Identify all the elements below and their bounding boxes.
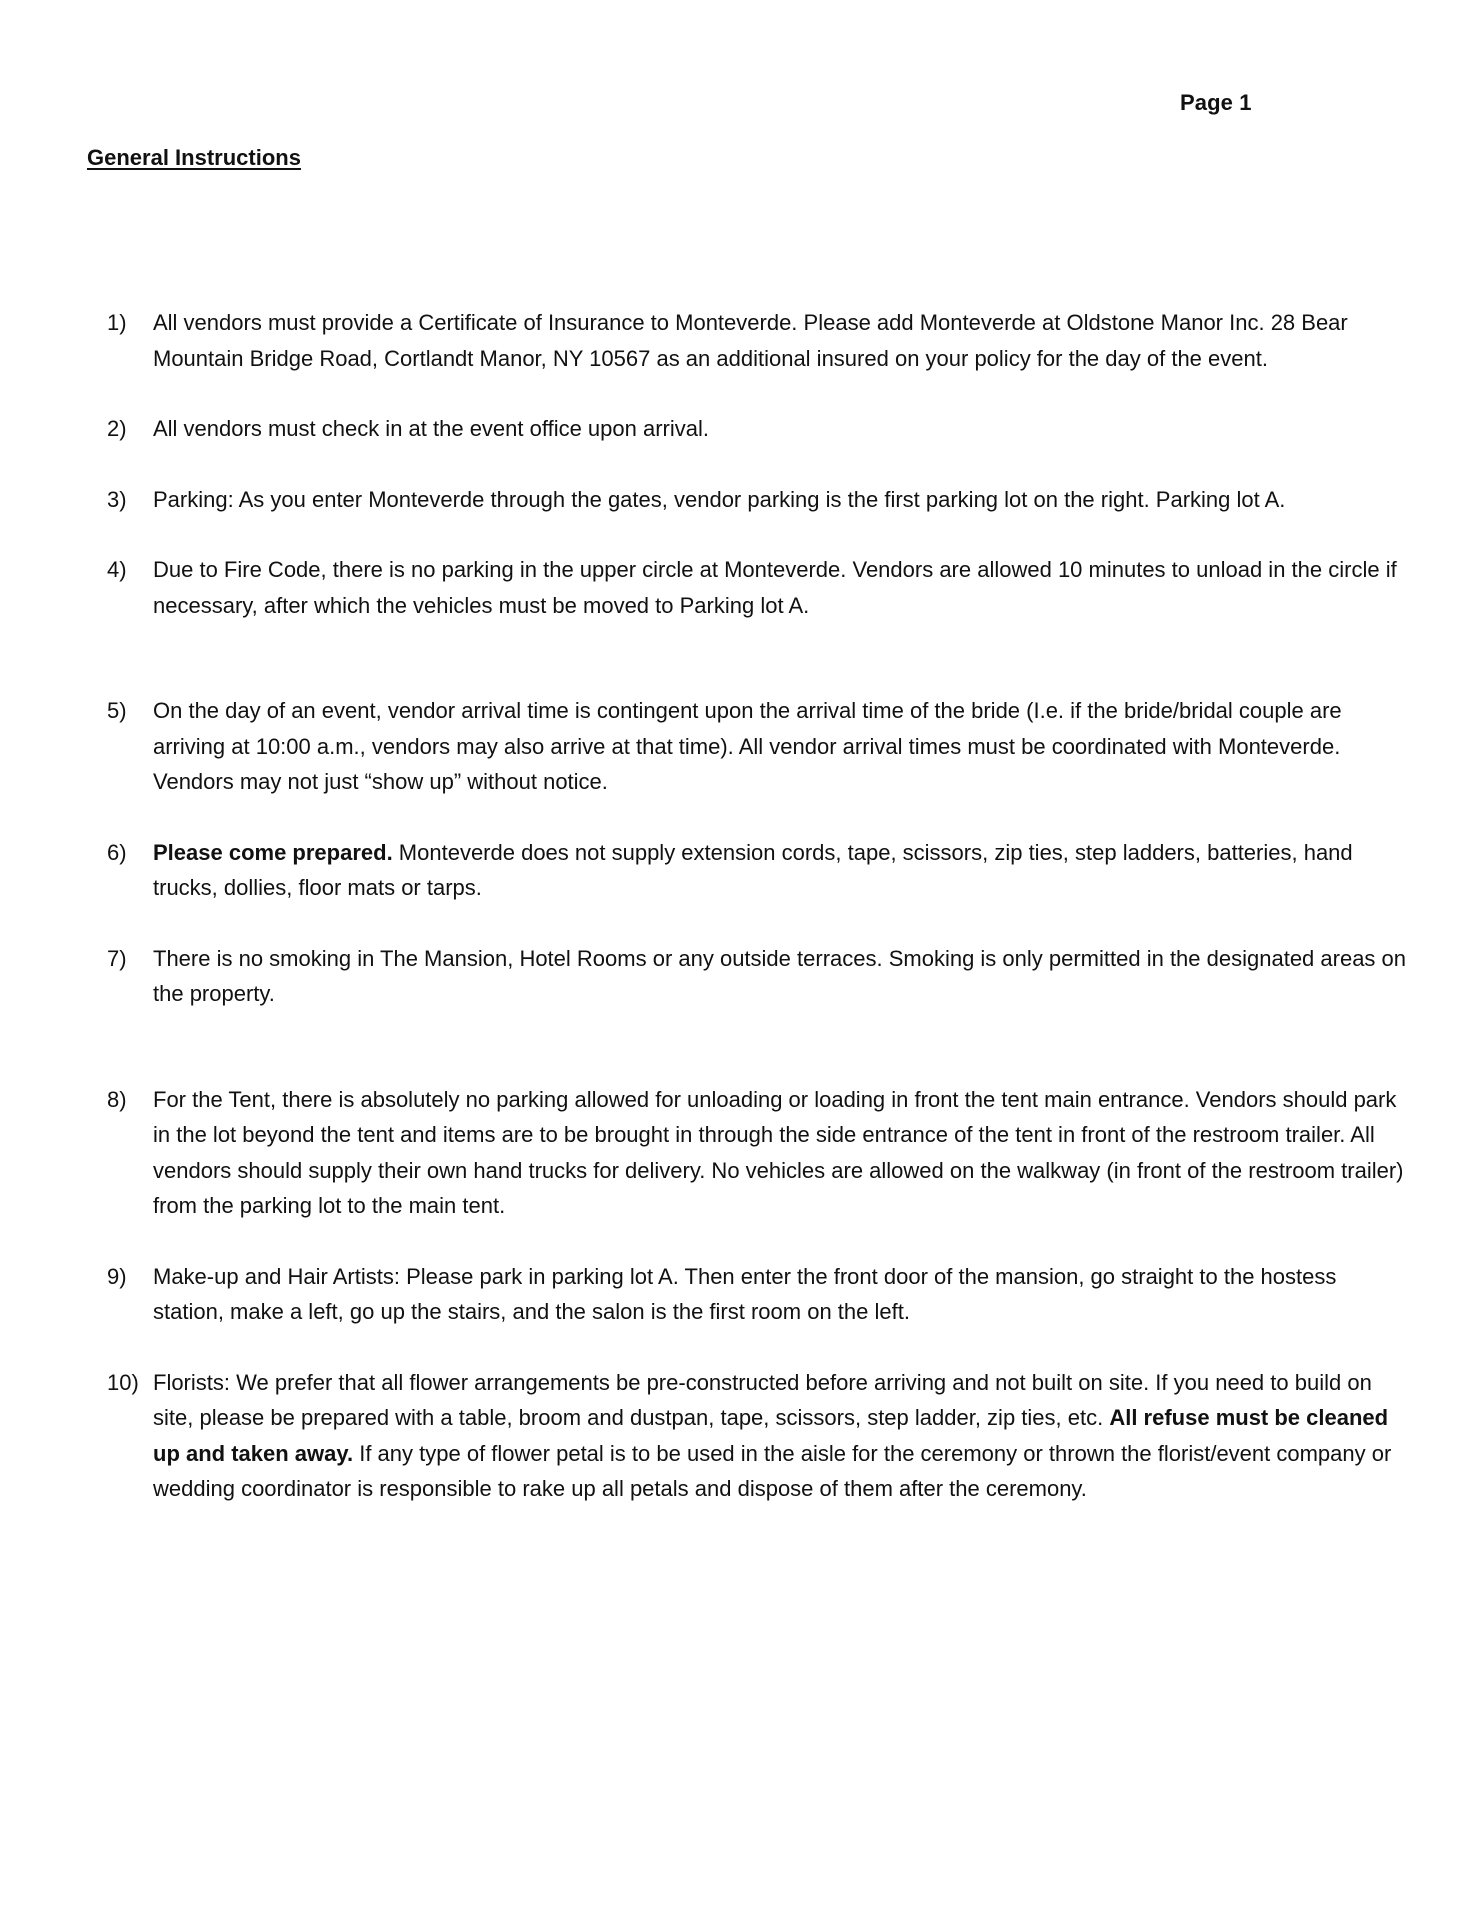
item-text	[153, 835, 1407, 906]
instruction-item-8	[107, 1082, 1407, 1224]
item-number: 5)	[107, 698, 127, 723]
instruction-list	[107, 305, 1407, 1507]
instruction-item-7	[107, 941, 1407, 1012]
item-number: 3)	[107, 486, 127, 512]
item-text: Make-up and Hair Artists: Please park in parking lot A. Then enter the front door of the mansion, go straight to the hostess station, make a left, go up the stairs, and the salon is the first room on the left.	[153, 1263, 1337, 1324]
item-number: 8)	[107, 1086, 127, 1112]
item-text	[153, 1365, 1407, 1507]
item-number: 10)	[107, 1369, 139, 1395]
bold-lead: Please come prepared.	[153, 839, 393, 865]
item-text: All vendors must provide a Certificate of Insurance to Monteverde. Please add Monteverde at Oldstone Manor Inc. 28 Bear Mountain Bridge Road, Cortlandt Manor, NY 10567 as an additional insured on your policy for the day of the event.	[153, 310, 1348, 371]
item-text-after: If any type of flower petal is to be used in the aisle for the ceremony or thrown the florist/event company or wedding coordinator is responsible to rake up all petals and dispose of them after the ceremony.	[153, 1440, 1392, 1501]
item-number: 7)	[107, 945, 127, 971]
item-text: For the Tent, there is absolutely no parking allowed for unloading or loading in front the tent main entrance. Vendors should park in the lot beyond the tent and items are to be brought in through the side entrance of the tent in front of the restroom trailer. All vendors should supply their own hand trucks for delivery. No vehicles are allowed on the walkway (in front of the restroom trailer) from the parking lot to the main tent.	[153, 1086, 1404, 1218]
item-text: There is no smoking in The Mansion, Hotel Rooms or any outside terraces. Smoking is only permitted in the designated areas on the property.	[153, 945, 1407, 1006]
item-text-before: Florists: We prefer that all flower arrangements be pre-constructed before arriving and not built on site. If you need to build on site, please be prepared with a table, broom and dustpan, tape, scissors, step ladder, zip ties, etc.	[153, 1369, 1372, 1430]
bold-mid: All refuse must be cleaned up and taken away.	[153, 1405, 1389, 1466]
item-text: Due to Fire Code, there is no parking in the upper circle at Monteverde. Vendors are allowed 10 minutes to unload in the circle if necessary, after which the vehicles must be moved to Parking lot A.	[153, 557, 1397, 618]
instruction-item-1	[107, 305, 1407, 376]
instruction-item-2	[107, 411, 1407, 447]
instruction-item-6	[107, 835, 1407, 906]
item-number: 4)	[107, 557, 127, 582]
item-text: Parking: As you enter Monteverde through the gates, vendor parking is the first parking lot on the right. Parking lot A.	[153, 486, 1286, 512]
item-number: 6)	[107, 839, 127, 865]
instruction-item-5	[107, 693, 1407, 800]
instruction-item-4	[107, 552, 1407, 623]
item-text: On the day of an event, vendor arrival time is contingent upon the arrival time of the bride (I.e. if the bride/bridal couple are arriving at 10:00 a.m., vendors may also arrive at that time). All vendor arrival times must be coordinated with Monteverde. Vendors may not just “show up” without notice.	[153, 698, 1342, 794]
item-number: 2)	[107, 416, 127, 441]
item-number: 1)	[107, 310, 127, 335]
item-text-rest: Monteverde does not supply extension cords, tape, scissors, zip ties, step ladders, batteries, hand trucks, dollies, floor mats or tarps.	[153, 839, 1353, 900]
section-title: General Instructions	[87, 145, 301, 170]
instruction-item-3	[107, 482, 1407, 518]
instruction-item-10	[107, 1365, 1407, 1507]
page-number: Page 1	[1180, 90, 1252, 115]
item-number: 9)	[107, 1263, 127, 1289]
item-text: All vendors must check in at the event office upon arrival.	[153, 416, 709, 441]
instruction-item-9	[107, 1259, 1407, 1330]
